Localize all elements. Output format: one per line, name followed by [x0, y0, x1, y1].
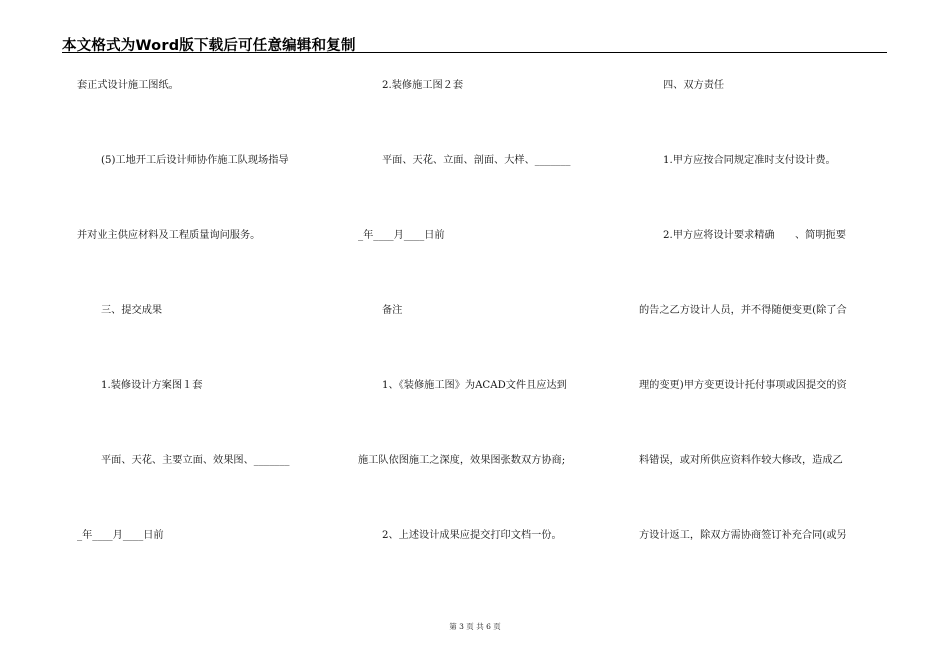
text-line: 2.甲方应将设计要求精确 、简明扼要: [663, 230, 846, 241]
text-line: (5)工地开工后设计师协作施工队现场指导: [101, 155, 289, 166]
page-number-footer: 第 3 页 共 6 页: [449, 622, 501, 631]
header-divider: [62, 52, 887, 53]
text-line: 料错误，或对所供应资料作较大修改，造成乙: [639, 455, 843, 466]
text-line: 施工队依图施工之深度，效果图张数双方协商;: [358, 455, 566, 466]
text-line: 平面、天花、立面、剖面、大样、_______: [382, 155, 571, 166]
text-line: 1、《装修施工图》为ACAD文件且应达到: [382, 380, 567, 391]
text-line: 平面、天花、主要立面、效果图、_______: [101, 455, 290, 466]
text-line: _年____月____日前: [358, 230, 445, 241]
text-line: 1.装修设计方案图１套: [101, 380, 203, 391]
text-line: 的告之乙方设计人员，并不得随便变更(除了合: [639, 305, 847, 316]
text-line: 2、上述设计成果应提交打印文档一份。: [382, 530, 562, 541]
text-line: 并对业主供应材料及工程质量询问服务。: [77, 230, 261, 241]
text-line: 1.甲方应按合同规定准时支付设计费。: [663, 155, 836, 166]
text-line: 2.装修施工图２套: [382, 80, 464, 91]
document-header-title: 本文格式为Word版下载后可任意编辑和复制: [62, 38, 356, 54]
section-heading: 备注: [382, 305, 403, 316]
text-line: 理的变更)甲方变更设计托付事项或因提交的资: [639, 380, 847, 391]
text-line: _年____月____日前: [77, 530, 164, 541]
section-heading: 三、提交成果: [101, 305, 163, 316]
text-line: 方设计返工，除双方需协商签订补充合同(或另: [639, 530, 847, 541]
text-line: 套正式设计施工图纸。: [77, 80, 179, 91]
section-heading: 四、双方责任: [663, 80, 725, 91]
